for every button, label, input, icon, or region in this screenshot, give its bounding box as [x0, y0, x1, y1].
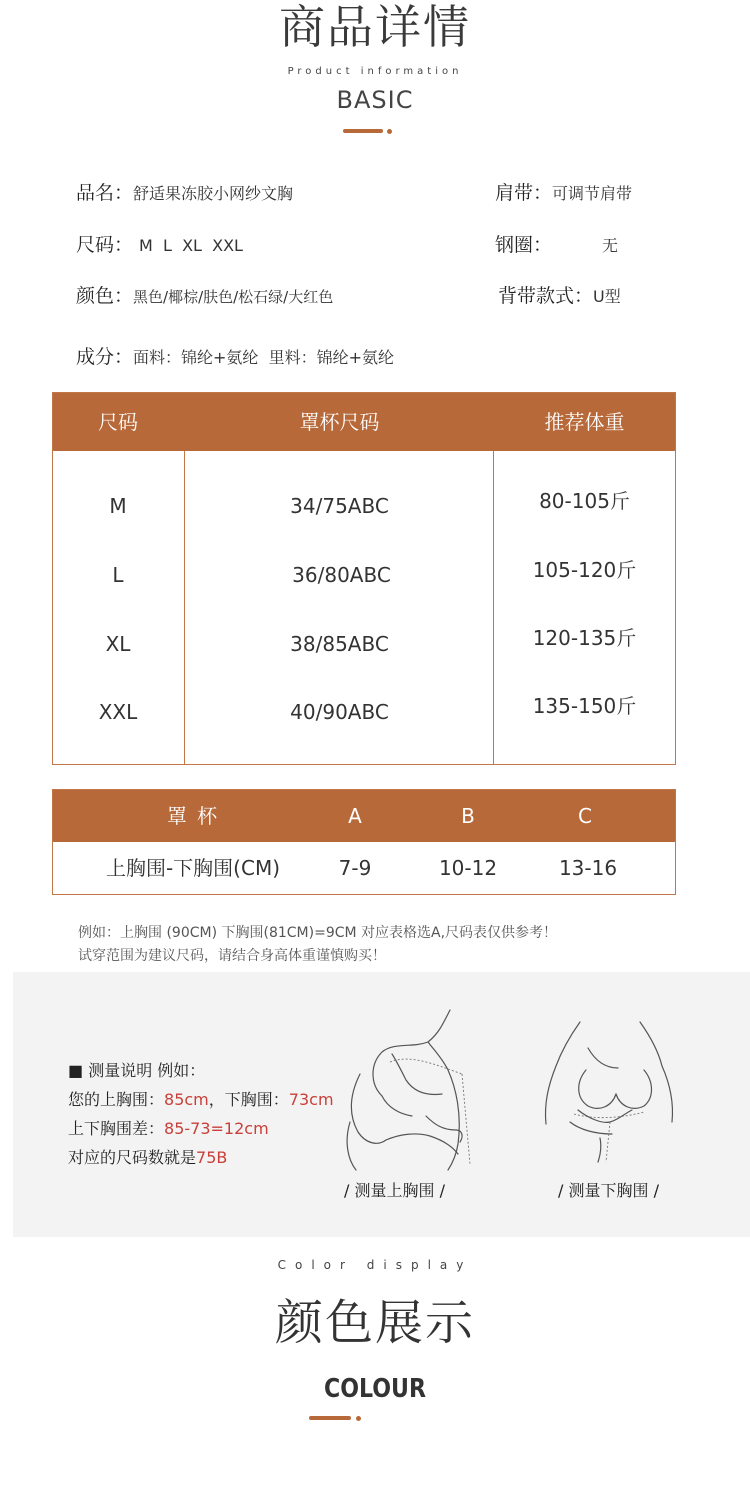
- cup-b-range: 10-12: [438, 856, 498, 880]
- lower-value: 73cm: [288, 1090, 334, 1109]
- header-cup: 罩 杯: [166, 804, 220, 828]
- accent-bar: [343, 129, 383, 133]
- size-cell: XXL: [98, 700, 138, 724]
- cup-cell: 34/75ABC: [290, 494, 389, 518]
- bust-diff-label: 上胸围-下胸围(CM): [105, 856, 281, 880]
- result-label: 对应的尺码数就是: [68, 1148, 197, 1167]
- strap-row: [495, 178, 632, 205]
- header-a: A: [348, 804, 362, 828]
- size-row: [76, 230, 243, 257]
- material-label: 成分：: [76, 346, 134, 368]
- page-subtitle: Product information: [287, 66, 463, 77]
- size-cell: XL: [105, 632, 131, 656]
- accent-dot: [387, 129, 392, 134]
- upper-bust-illustration: [330, 1004, 500, 1172]
- accent-dot: [356, 1416, 361, 1421]
- header-b: B: [461, 804, 475, 828]
- header-weight: 推荐体重: [544, 410, 625, 434]
- weight-cell: 120-135斤: [532, 626, 637, 650]
- size-label: 尺码：: [76, 234, 134, 256]
- page-title: 商品详情: [279, 0, 471, 54]
- caption-upper-bust: / 测量上胸围 /: [344, 1181, 445, 1200]
- lower-bust-illustration: [540, 1018, 680, 1164]
- caption-lower-bust: / 测量下胸围 /: [558, 1181, 659, 1200]
- measure-diff-row: [68, 1116, 269, 1139]
- strap-value: 可调节肩带: [552, 184, 633, 203]
- colour-heading: COLOUR: [323, 1374, 427, 1404]
- weight-cell: 105-120斤: [532, 558, 637, 582]
- back-style-label: 背带款式：: [498, 285, 594, 307]
- cup-cell: 38/85ABC: [290, 632, 389, 656]
- color-section-title: 颜色展示: [274, 1295, 475, 1351]
- cup-cell: 40/90ABC: [290, 700, 389, 724]
- color-row: [76, 281, 333, 308]
- result-value: 75B: [196, 1148, 228, 1167]
- header-cup-size: 罩杯尺码: [299, 410, 380, 434]
- header-size: 尺码: [98, 410, 138, 434]
- color-value: 黑色/椰棕/肤色/松石绿/大红色: [133, 288, 334, 306]
- cup-a-range: 7-9: [338, 856, 372, 880]
- lower-label: ，下胸围：: [208, 1090, 289, 1109]
- cup-cell: 36/80ABC: [292, 563, 391, 587]
- cup-table: [52, 789, 676, 895]
- measure-title: ■ 测量说明 例如：: [68, 1061, 206, 1080]
- cup-table-header: [53, 790, 675, 842]
- size-value: M L XL XXL: [139, 236, 243, 255]
- wire-row: [495, 230, 618, 257]
- wire-label: 钢圈：: [495, 234, 553, 256]
- size-table-header: [53, 393, 675, 451]
- measure-upper-row: [68, 1087, 334, 1110]
- color-section-subtitle: Color display: [277, 1258, 473, 1272]
- weight-cell: 80-105斤: [539, 489, 630, 513]
- header-c: C: [578, 804, 592, 828]
- size-cell: M: [109, 494, 127, 518]
- strap-label: 肩带：: [495, 182, 553, 204]
- color-label: 颜色：: [76, 285, 134, 307]
- note-line-1: 例如：上胸围 (90CM) 下胸围(81CM)=9CM 对应表格选A,尺码表仅供参考！: [78, 925, 558, 941]
- back-style-value: U型: [593, 287, 621, 306]
- diff-value: 85-73=12cm: [164, 1119, 269, 1138]
- size-table: [52, 392, 676, 765]
- size-cell: L: [112, 563, 124, 587]
- upper-label: 您的上胸围：: [68, 1090, 165, 1109]
- upper-value: 85cm: [164, 1090, 209, 1109]
- weight-cell: 135-150斤: [532, 694, 637, 718]
- product-name-row: [76, 178, 293, 205]
- product-name-value: 舒适果冻胶小网纱文胸: [133, 184, 294, 203]
- product-name-label: 品名：: [76, 182, 134, 204]
- accent-bar: [309, 1416, 351, 1420]
- basic-heading: BASIC: [336, 86, 414, 114]
- wire-value: 无: [602, 236, 619, 255]
- measure-result-row: [68, 1145, 227, 1168]
- back-style-row: [498, 281, 621, 308]
- diff-label: 上下胸围差：: [68, 1119, 165, 1138]
- note-line-2: 试穿范围为建议尺码，请结合身高体重谨慎购买！: [78, 948, 386, 964]
- material-row: [76, 342, 394, 369]
- material-value: 面料：锦纶+氨纶 里料：锦纶+氨纶: [133, 348, 395, 367]
- cup-c-range: 13-16: [558, 856, 618, 880]
